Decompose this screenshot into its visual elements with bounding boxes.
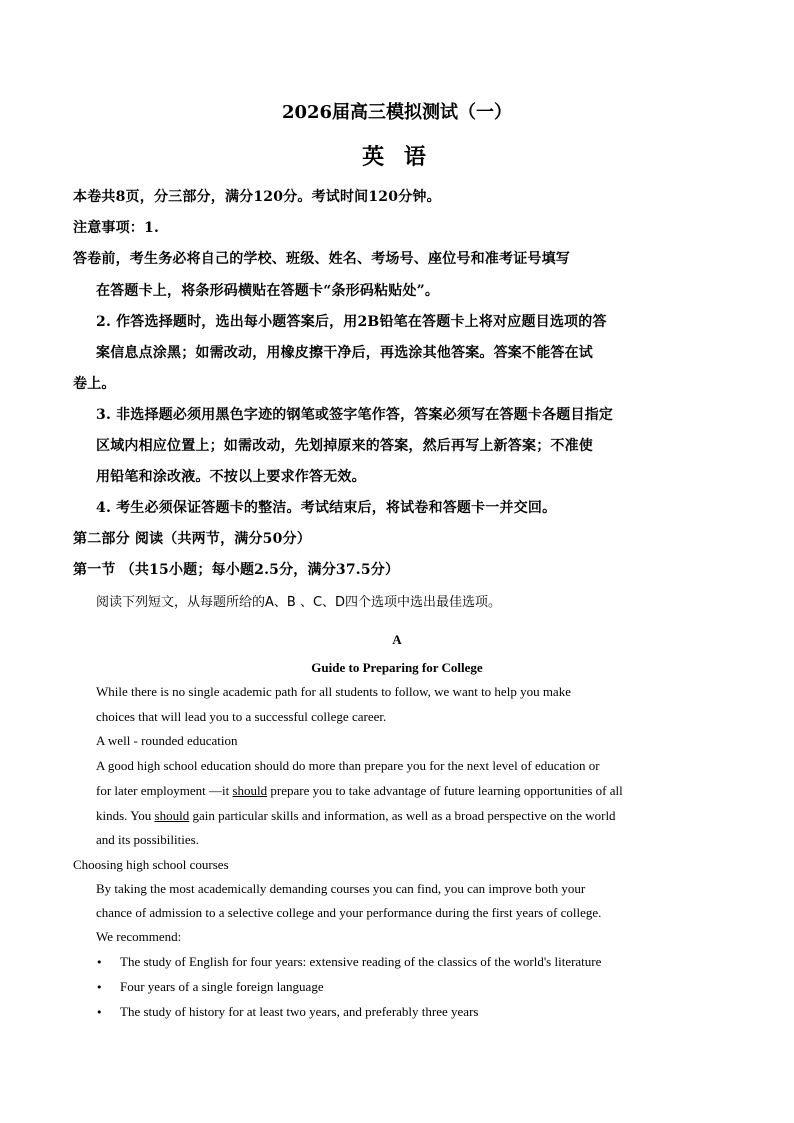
subject-title: 英 语	[362, 144, 432, 170]
notice-line: 卷上。	[73, 376, 116, 392]
bullet-icon: •	[96, 1006, 103, 1019]
notice-line: 2. 作答选择题时，选出每小题答案后，用2B铅笔在答题卡上将对应题目选项的答	[96, 314, 607, 330]
section1-heading: 第一节 （共15小题；每小题2.5分，满分37.5分）	[73, 562, 400, 578]
list-item: The study of English for four years: extensive reading of the classics of the world's literature	[120, 954, 602, 969]
notice-line: 用铅笔和涂改液。不按以上要求作答无效。	[96, 469, 366, 485]
notice-heading: 注意事项：1.	[73, 220, 160, 236]
notice-line: 4. 考生必须保证答题卡的整洁。考试结束后，将试卷和答题卡一并交回。	[96, 500, 557, 516]
list-item: Four years of a single foreign language	[120, 979, 324, 994]
text-span: gain particular skills and information, as well as a broad perspective on the world	[189, 808, 616, 823]
passage-text-line: By taking the most academically demanding courses you can find, you can improve both your	[96, 881, 586, 896]
text-span: for later employment —it	[96, 783, 233, 798]
passage-text-line	[96, 808, 616, 824]
passage-title: Guide to Preparing for College	[311, 660, 483, 675]
passage-text-line	[96, 783, 623, 799]
underlined-word: should	[154, 808, 190, 823]
bullet-icon: •	[96, 981, 103, 994]
passage-text-line: A good high school education should do more than prepare you for the next level of education or	[96, 758, 600, 773]
text-span: kinds. You	[96, 808, 155, 823]
underlined-word: should	[232, 783, 268, 798]
part2-heading: 第二部分 阅读（共两节，满分50分）	[73, 531, 311, 547]
passage-text-line: chance of admission to a selective college and your performance during the first years of college.	[96, 905, 602, 920]
notice-line: 在答题卡上，将条形码横贴在答题卡“条形码粘贴处”。	[96, 283, 440, 299]
subheading-well-rounded: A well - rounded education	[96, 733, 238, 748]
notice-line: 案信息点涂黑；如需改动，用橡皮擦干净后，再选涂其他答案。答案不能答在试	[96, 345, 593, 361]
text-span: prepare you to take advantage of future learning opportunities of all	[267, 783, 623, 798]
reading-instruction: 阅读下列短文，从每题所给的A、B 、C、D四个选项中选出最佳选项。	[96, 595, 502, 610]
passage-text-line: choices that will lead you to a successful college career.	[96, 709, 387, 724]
bullet-icon: •	[96, 956, 103, 969]
intro-line: 本卷共8页，分三部分，满分120分。考试时间120分钟。	[73, 189, 441, 205]
list-item: The study of history for at least two years, and preferably three years	[120, 1004, 479, 1019]
notice-line: 3. 非选择题必须用黑色字迹的钢笔或签字笔作答，答案必须写在答题卡各题目指定	[96, 407, 614, 423]
passage-text-line: We recommend:	[96, 929, 182, 944]
notice-line: 区域内相应位置上；如需改动，先划掉原来的答案，然后再写上新答案；不准使	[96, 438, 593, 454]
notice-line: 答卷前，考生务必将自己的学校、班级、姓名、考场号、座位号和准考证号填写	[73, 251, 570, 267]
subheading-courses: Choosing high school courses	[73, 857, 229, 872]
passage-text-line: While there is no single academic path for all students to follow, we want to help you make	[96, 684, 571, 699]
passage-text-line: and its possibilities.	[96, 832, 199, 847]
passage-letter: A	[392, 632, 402, 647]
exam-title: 2026届高三模拟测试（一）	[281, 102, 513, 123]
